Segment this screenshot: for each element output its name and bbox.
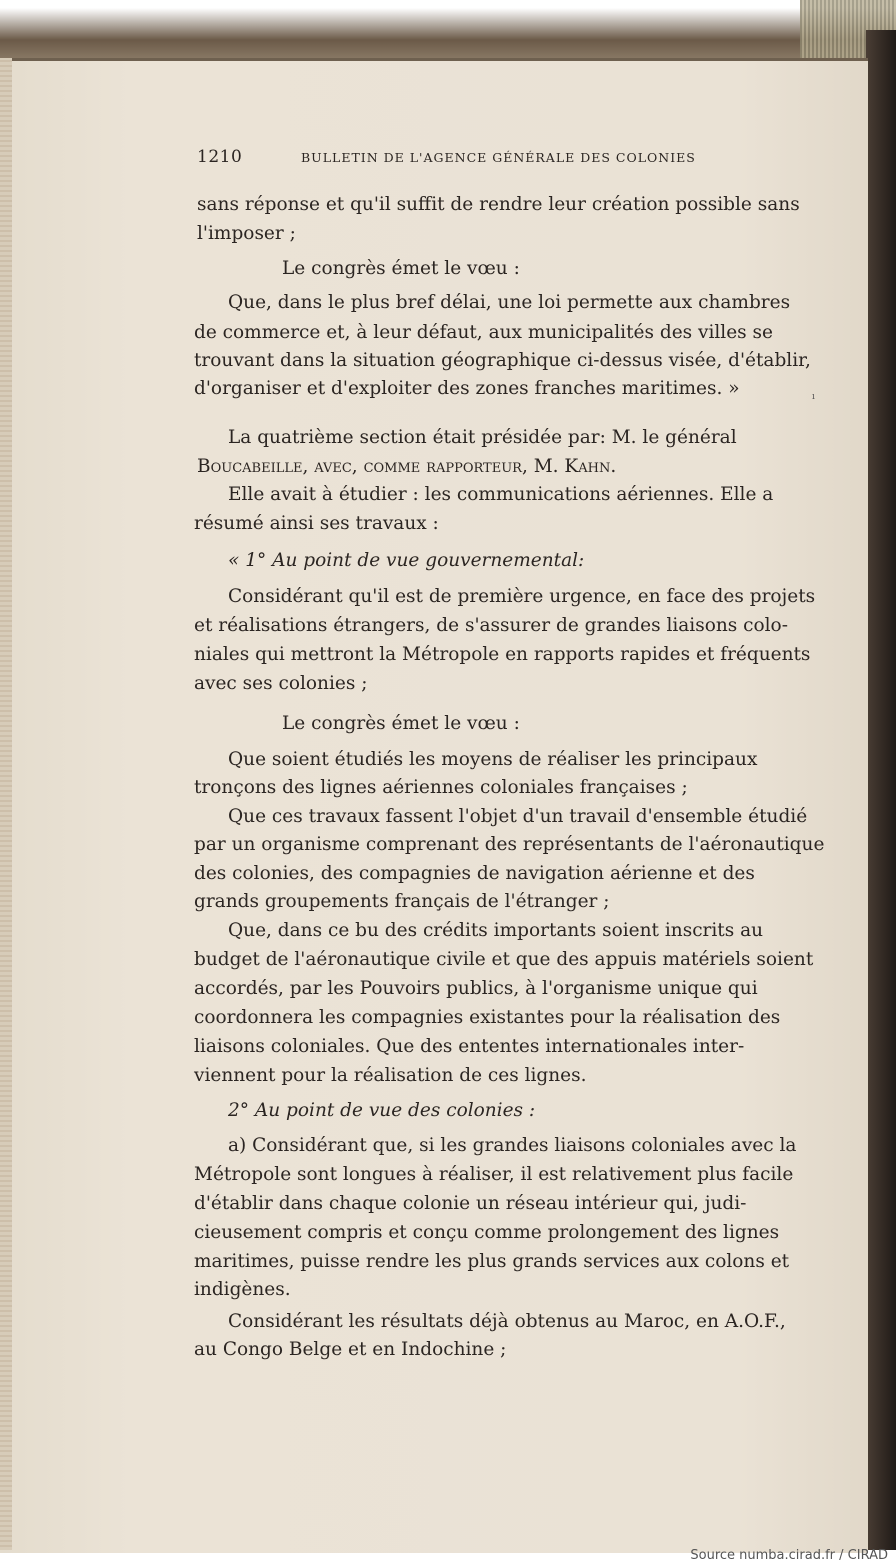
running-title: BULLETIN DE L'AGENCE GÉNÉRALE DES COLONIES [301, 150, 696, 165]
text-line: Le congrès émet le vœu : [282, 258, 520, 279]
section-heading: 2° Au point de vue des colonies : [228, 1100, 536, 1121]
text-line: avec ses colonies ; [194, 673, 368, 694]
text-line: au Congo Belge et en Indochine ; [194, 1339, 507, 1360]
text-line: budget de l'aéronautique civile et que des appuis matériels soient [194, 949, 814, 970]
text-line: Que soient étudiés les moyens de réaliser les principaux [228, 749, 758, 770]
text-line: sans réponse et qu'il suffit de rendre leur création possible sans [197, 194, 800, 215]
text-line: trouvant dans la situation géographique ci-dessus visée, d'établir, [194, 350, 811, 371]
text-line: liaisons coloniales. Que des ententes internationales inter- [194, 1036, 745, 1057]
page-number: 1210 [197, 147, 243, 167]
text-line: Le congrès émet le vœu : [282, 713, 520, 734]
section-heading: « 1° Au point de vue gouvernemental: [228, 550, 585, 571]
text-line: cieusement compris et conçu comme prolongement des lignes [194, 1222, 780, 1243]
text-line: maritimes, puisse rendre les plus grands services aux colons et [194, 1251, 790, 1272]
text-line: Considérant qu'il est de première urgence, en face des projets [228, 586, 816, 607]
text-line: accordés, par les Pouvoirs publics, à l'organisme unique qui [194, 978, 758, 999]
text-line: d'établir dans chaque colonie un réseau intérieur qui, judi- [194, 1193, 747, 1214]
text-line: de commerce et, à leur défaut, aux municipalités des villes se [194, 322, 773, 343]
text-line: résumé ainsi ses travaux : [194, 513, 439, 534]
text-line: viennent pour la réalisation de ces lignes. [194, 1065, 587, 1086]
text-line: indigènes. [194, 1279, 291, 1300]
text-line: Métropole sont longues à réaliser, il est relativement plus facile [194, 1164, 794, 1185]
text-line: grands groupements français de l'étranger ; [194, 891, 610, 912]
text-line: niales qui mettront la Métropole en rapports rapides et fréquents [194, 644, 811, 665]
text-line: Que ces travaux fassent l'objet d'un travail d'ensemble étudié [228, 806, 808, 827]
text-line: par un organisme comprenant des représentants de l'aéronautique [194, 834, 825, 855]
text-line: d'organiser et d'exploiter des zones franches maritimes. » [194, 378, 740, 399]
text-line: Elle avait à étudier : les communications aériennes. Elle a [228, 484, 774, 505]
text-line: l'imposer ; [197, 223, 296, 244]
text-line: tronçons des lignes aériennes coloniales françaises ; [194, 777, 688, 798]
margin-mark: ı [812, 392, 815, 402]
text-line: Considérant les résultats déjà obtenus au Maroc, en A.O.F., [228, 1311, 786, 1332]
text-line: et réalisations étrangers, de s'assurer de grandes liaisons colo- [194, 615, 788, 636]
text-line: Que, dans le plus bref délai, une loi permette aux chambres [228, 292, 791, 313]
text-line: coordonnera les compagnies existantes pour la réalisation des [194, 1007, 781, 1028]
source-credit: Source numba.cirad.fr / CIRAD [690, 1548, 888, 1563]
book-spine [866, 30, 896, 1550]
text-line: La quatrième section était présidée par: M. le général [228, 427, 737, 448]
page-header [197, 147, 727, 171]
page-edge [0, 58, 12, 1550]
text-line: Boucabeille, avec, comme rapporteur, M. Kahn. [197, 456, 617, 477]
text-line: Que, dans ce bu des crédits importants soient inscrits au [228, 920, 764, 941]
text-line: a) Considérant que, si les grandes liaisons coloniales avec la [228, 1135, 797, 1156]
text-line: des colonies, des compagnies de navigation aérienne et des [194, 863, 755, 884]
